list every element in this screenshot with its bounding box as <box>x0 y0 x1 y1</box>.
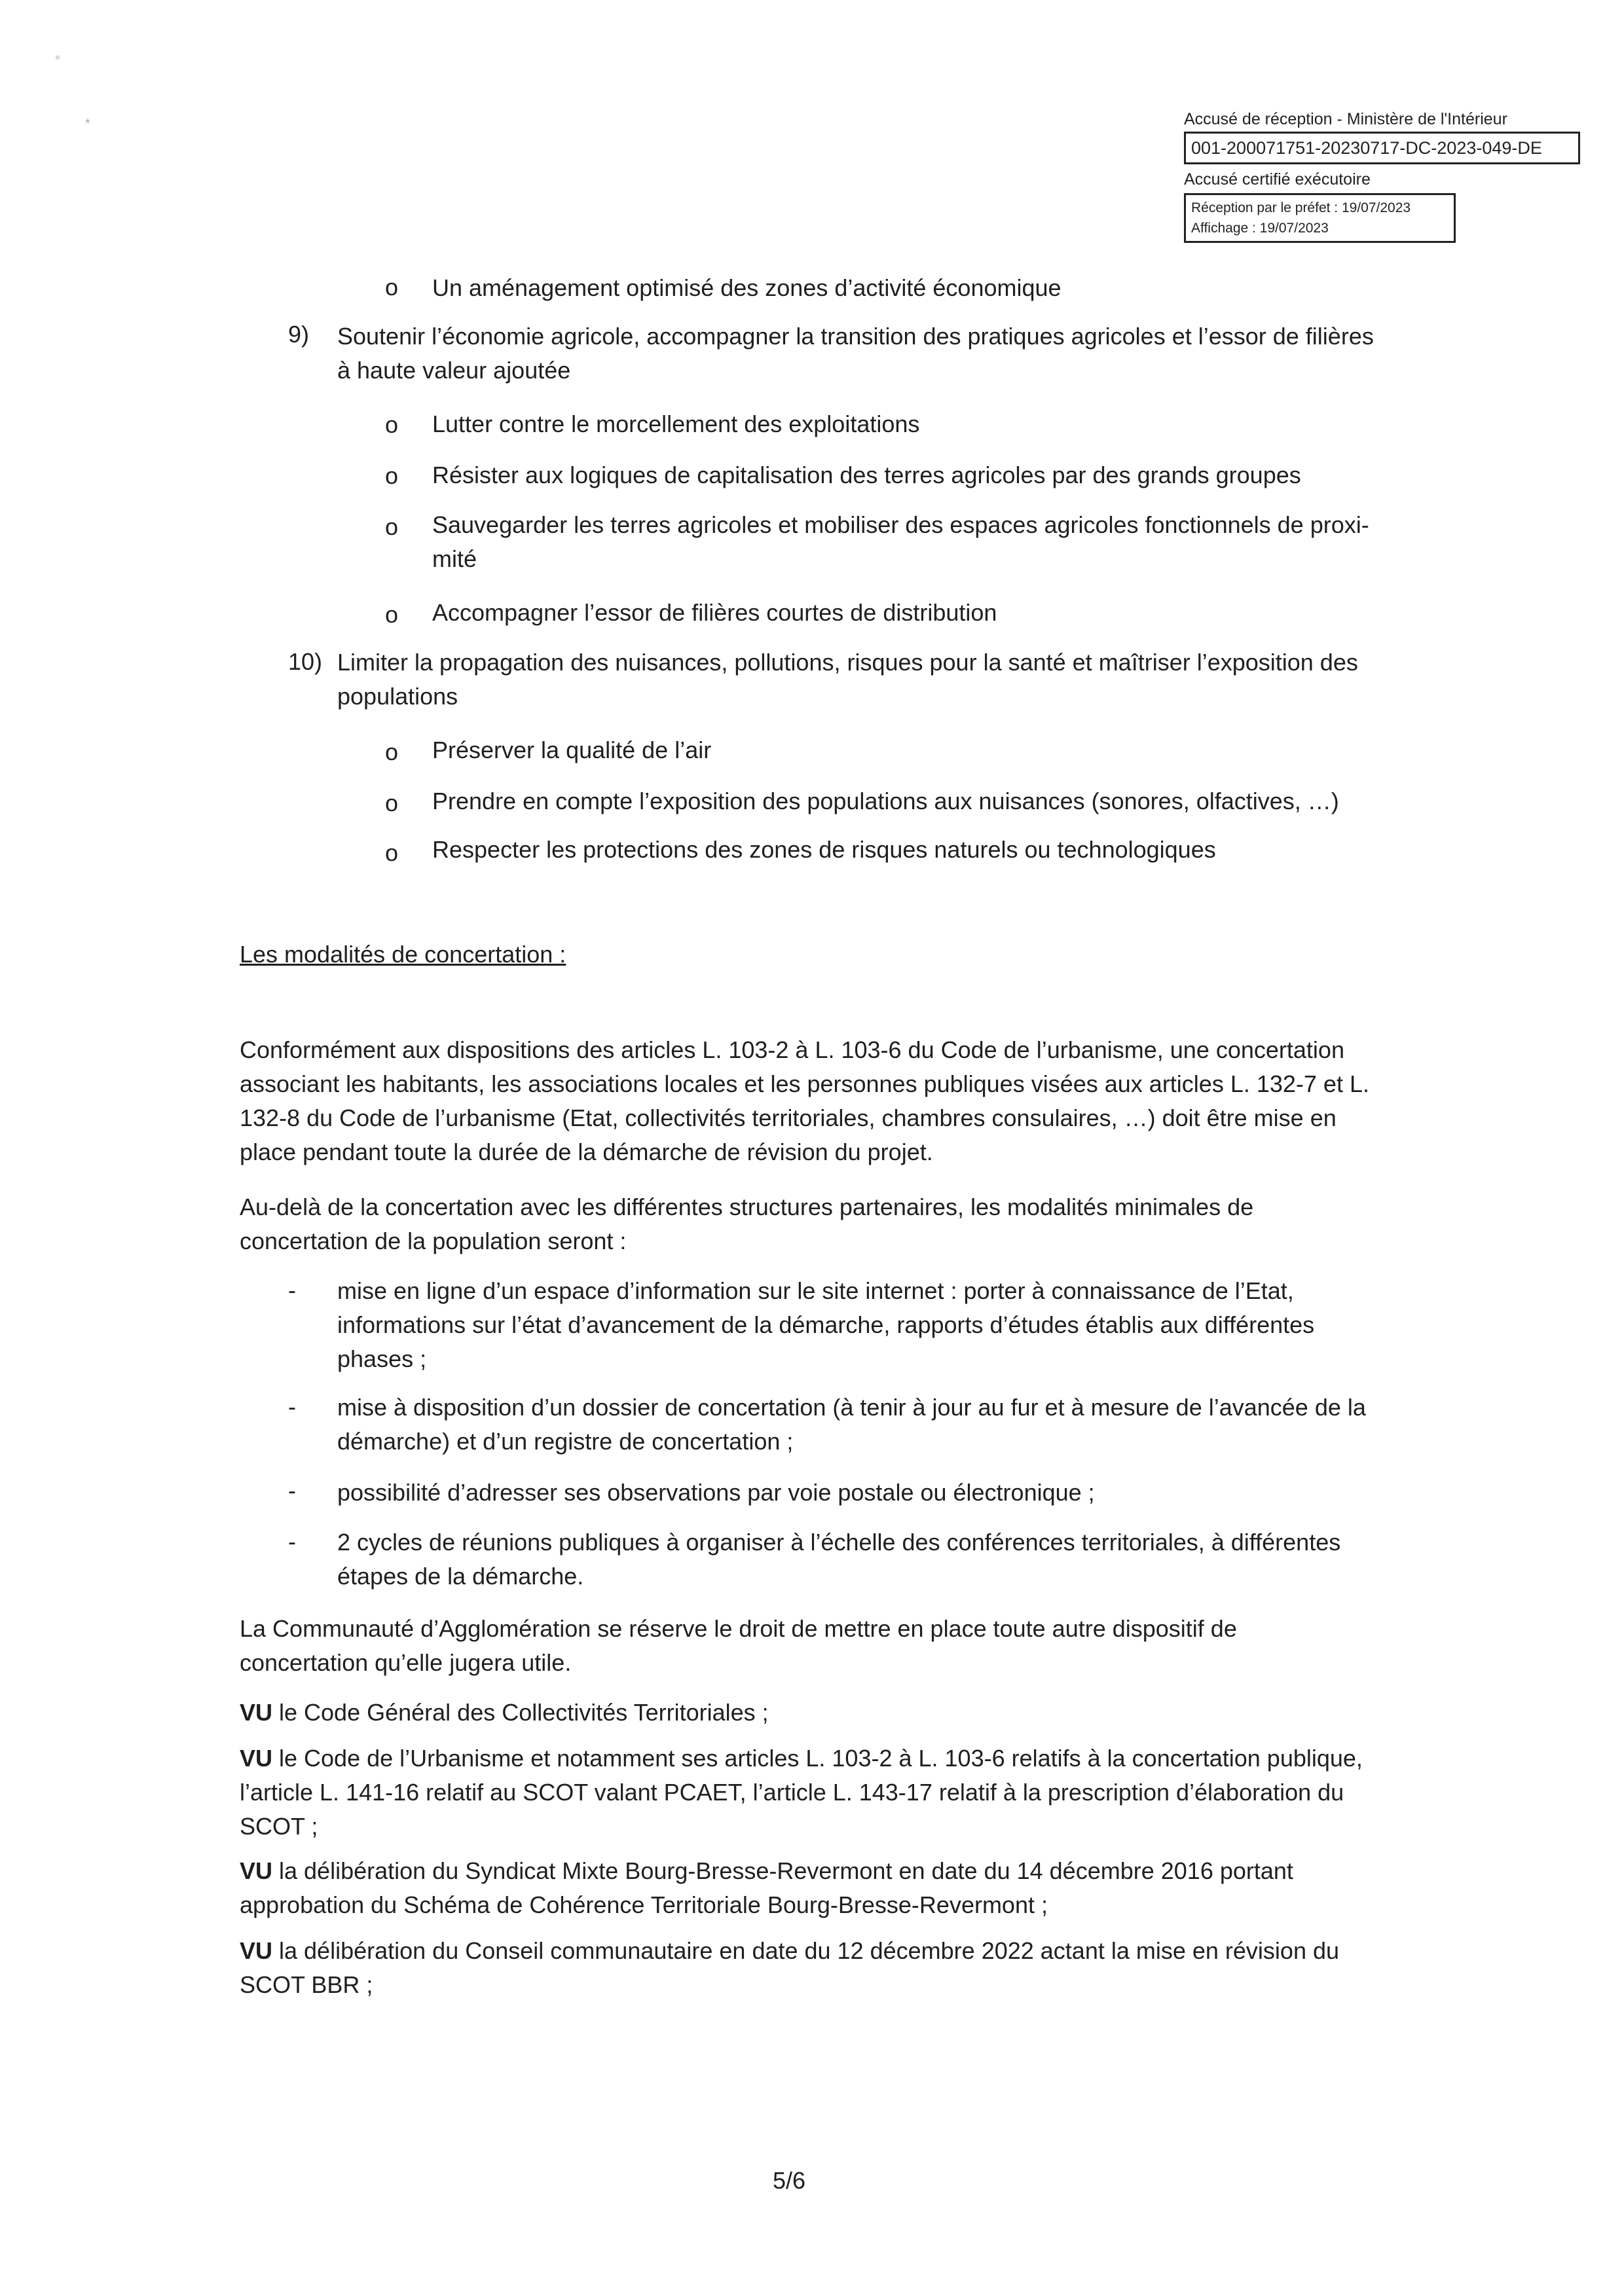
stamp-dates-box <box>1184 193 1456 243</box>
sub-bullet-icon: o <box>385 839 399 866</box>
stamp-reference: 001-200071751-20230717-DC-2023-049-DE <box>1184 132 1580 164</box>
list-item: Lutter contre le morcellement des exploitations <box>432 410 920 437</box>
dash-bullet-icon: - <box>288 1393 296 1420</box>
vu-paragraph: VU le Code Général des Collectivités Territoriales ; <box>240 1699 769 1726</box>
stamp-certified: Accusé certifié exécutoire <box>1184 170 1371 189</box>
list-item: 2 cycles de réunions publiques à organiser à l’échelle des conférences territoriales, à différentes étapes de la démarche. <box>337 1529 1341 1590</box>
sub-bullet-icon: o <box>385 738 399 765</box>
paragraph: Au-delà de la concertation avec les différentes structures partenaires, les modalités minimales de concertation de la population seront : <box>240 1194 1254 1254</box>
list-item: Un aménagement optimisé des zones d’activité économique <box>432 274 1061 301</box>
section-heading: Les modalités de concertation : <box>240 941 566 968</box>
stamp-affichage-date: Affichage : 19/07/2023 <box>1191 221 1329 236</box>
list-item: mise en ligne d’un espace d’information sur le site internet : porter à connaissance de l’Etat, informations sur l’état d’avancement de la démarche, rapports d’études établis aux différentes phases ; <box>337 1277 1315 1372</box>
sub-bullet-icon: o <box>385 513 399 540</box>
page-number: 5/6 <box>773 2167 806 2194</box>
dash-bullet-icon: - <box>288 1277 296 1303</box>
sub-bullet-icon: o <box>385 601 399 628</box>
list-item: Respecter les protections des zones de risques naturels ou technologiques <box>432 836 1216 863</box>
list-item: mise à disposition d’un dossier de concertation (à tenir à jour au fur et à mesure de l’avancée de la démarche) et d’un registre de concertation ; <box>337 1394 1366 1455</box>
scan-mark: * <box>85 117 90 131</box>
dash-bullet-icon: - <box>288 1528 296 1555</box>
paragraph: La Communauté d’Agglomération se réserve le droit de mettre en place toute autre dispositif de concertation qu’elle jugera utile. <box>240 1615 1237 1676</box>
list-number: 10) <box>288 648 323 675</box>
list-item: Accompagner l’essor de filières courtes de distribution <box>432 599 997 626</box>
sub-bullet-icon: o <box>385 790 399 816</box>
list-number: 9) <box>288 321 310 348</box>
paragraph: Conformément aux dispositions des articles L. 103-2 à L. 103-6 du Code de l’urbanisme, une concertation associant les habitants, les associations locales et les personnes publiques visées aux articles L. 132-7 et L. 132-8 du Code de l’urbanisme (Etat, collectivités territoriales, chambres consulaires, …) doit être mise en place pendant toute la durée de la démarche de révision du projet. <box>240 1036 1369 1165</box>
vu-paragraph: VU la délibération du Conseil communautaire en date du 12 décembre 2022 actant la mise en révision du SCOT BBR ; <box>240 1937 1340 1998</box>
vu-paragraph: VU la délibération du Syndicat Mixte Bourg-Bresse-Revermont en date du 14 décembre 2016 portant approbation du Schéma de Cohérence Territoriale Bourg-Bresse-Revermont ; <box>240 1857 1293 1918</box>
sub-bullet-icon: o <box>385 411 399 438</box>
scan-mark: ° <box>55 54 60 68</box>
stamp-reception-date: Réception par le préfet : 19/07/2023 <box>1191 200 1411 215</box>
sub-bullet-icon: o <box>385 462 399 489</box>
list-item: Résister aux logiques de capitalisation des terres agricoles par des grands groupes <box>432 462 1301 488</box>
sub-bullet-icon: o <box>385 274 399 301</box>
list-item: Soutenir l’économie agricole, accompagner la transition des pratiques agricoles et l’essor de filières à haute valeur ajoutée <box>337 323 1374 384</box>
reception-stamp <box>1184 108 1580 243</box>
list-item: Sauvegarder les terres agricoles et mobiliser des espaces agricoles fonctionnels de proxi- mité <box>432 511 1369 572</box>
dash-bullet-icon: - <box>288 1477 296 1504</box>
vu-paragraph: VU le Code de l’Urbanisme et notamment ses articles L. 103-2 à L. 103-6 relatifs à la concertation publique, l’article L. 141-16 relatif au SCOT valant PCAET, l’article L. 143-17 relatif à la prescription d’élaboration du SCOT ; <box>240 1745 1363 1840</box>
list-item: Préserver la qualité de l’air <box>432 737 712 763</box>
list-item: Prendre en compte l’exposition des populations aux nuisances (sonores, olfactives, …) <box>432 788 1339 814</box>
stamp-title: Accusé de réception - Ministère de l'Intérieur <box>1184 110 1507 128</box>
list-item: Limiter la propagation des nuisances, pollutions, risques pour la santé et maîtriser l’exposition des populations <box>337 649 1358 710</box>
list-item: possibilité d’adresser ses observations par voie postale ou électronique ; <box>337 1479 1095 1506</box>
